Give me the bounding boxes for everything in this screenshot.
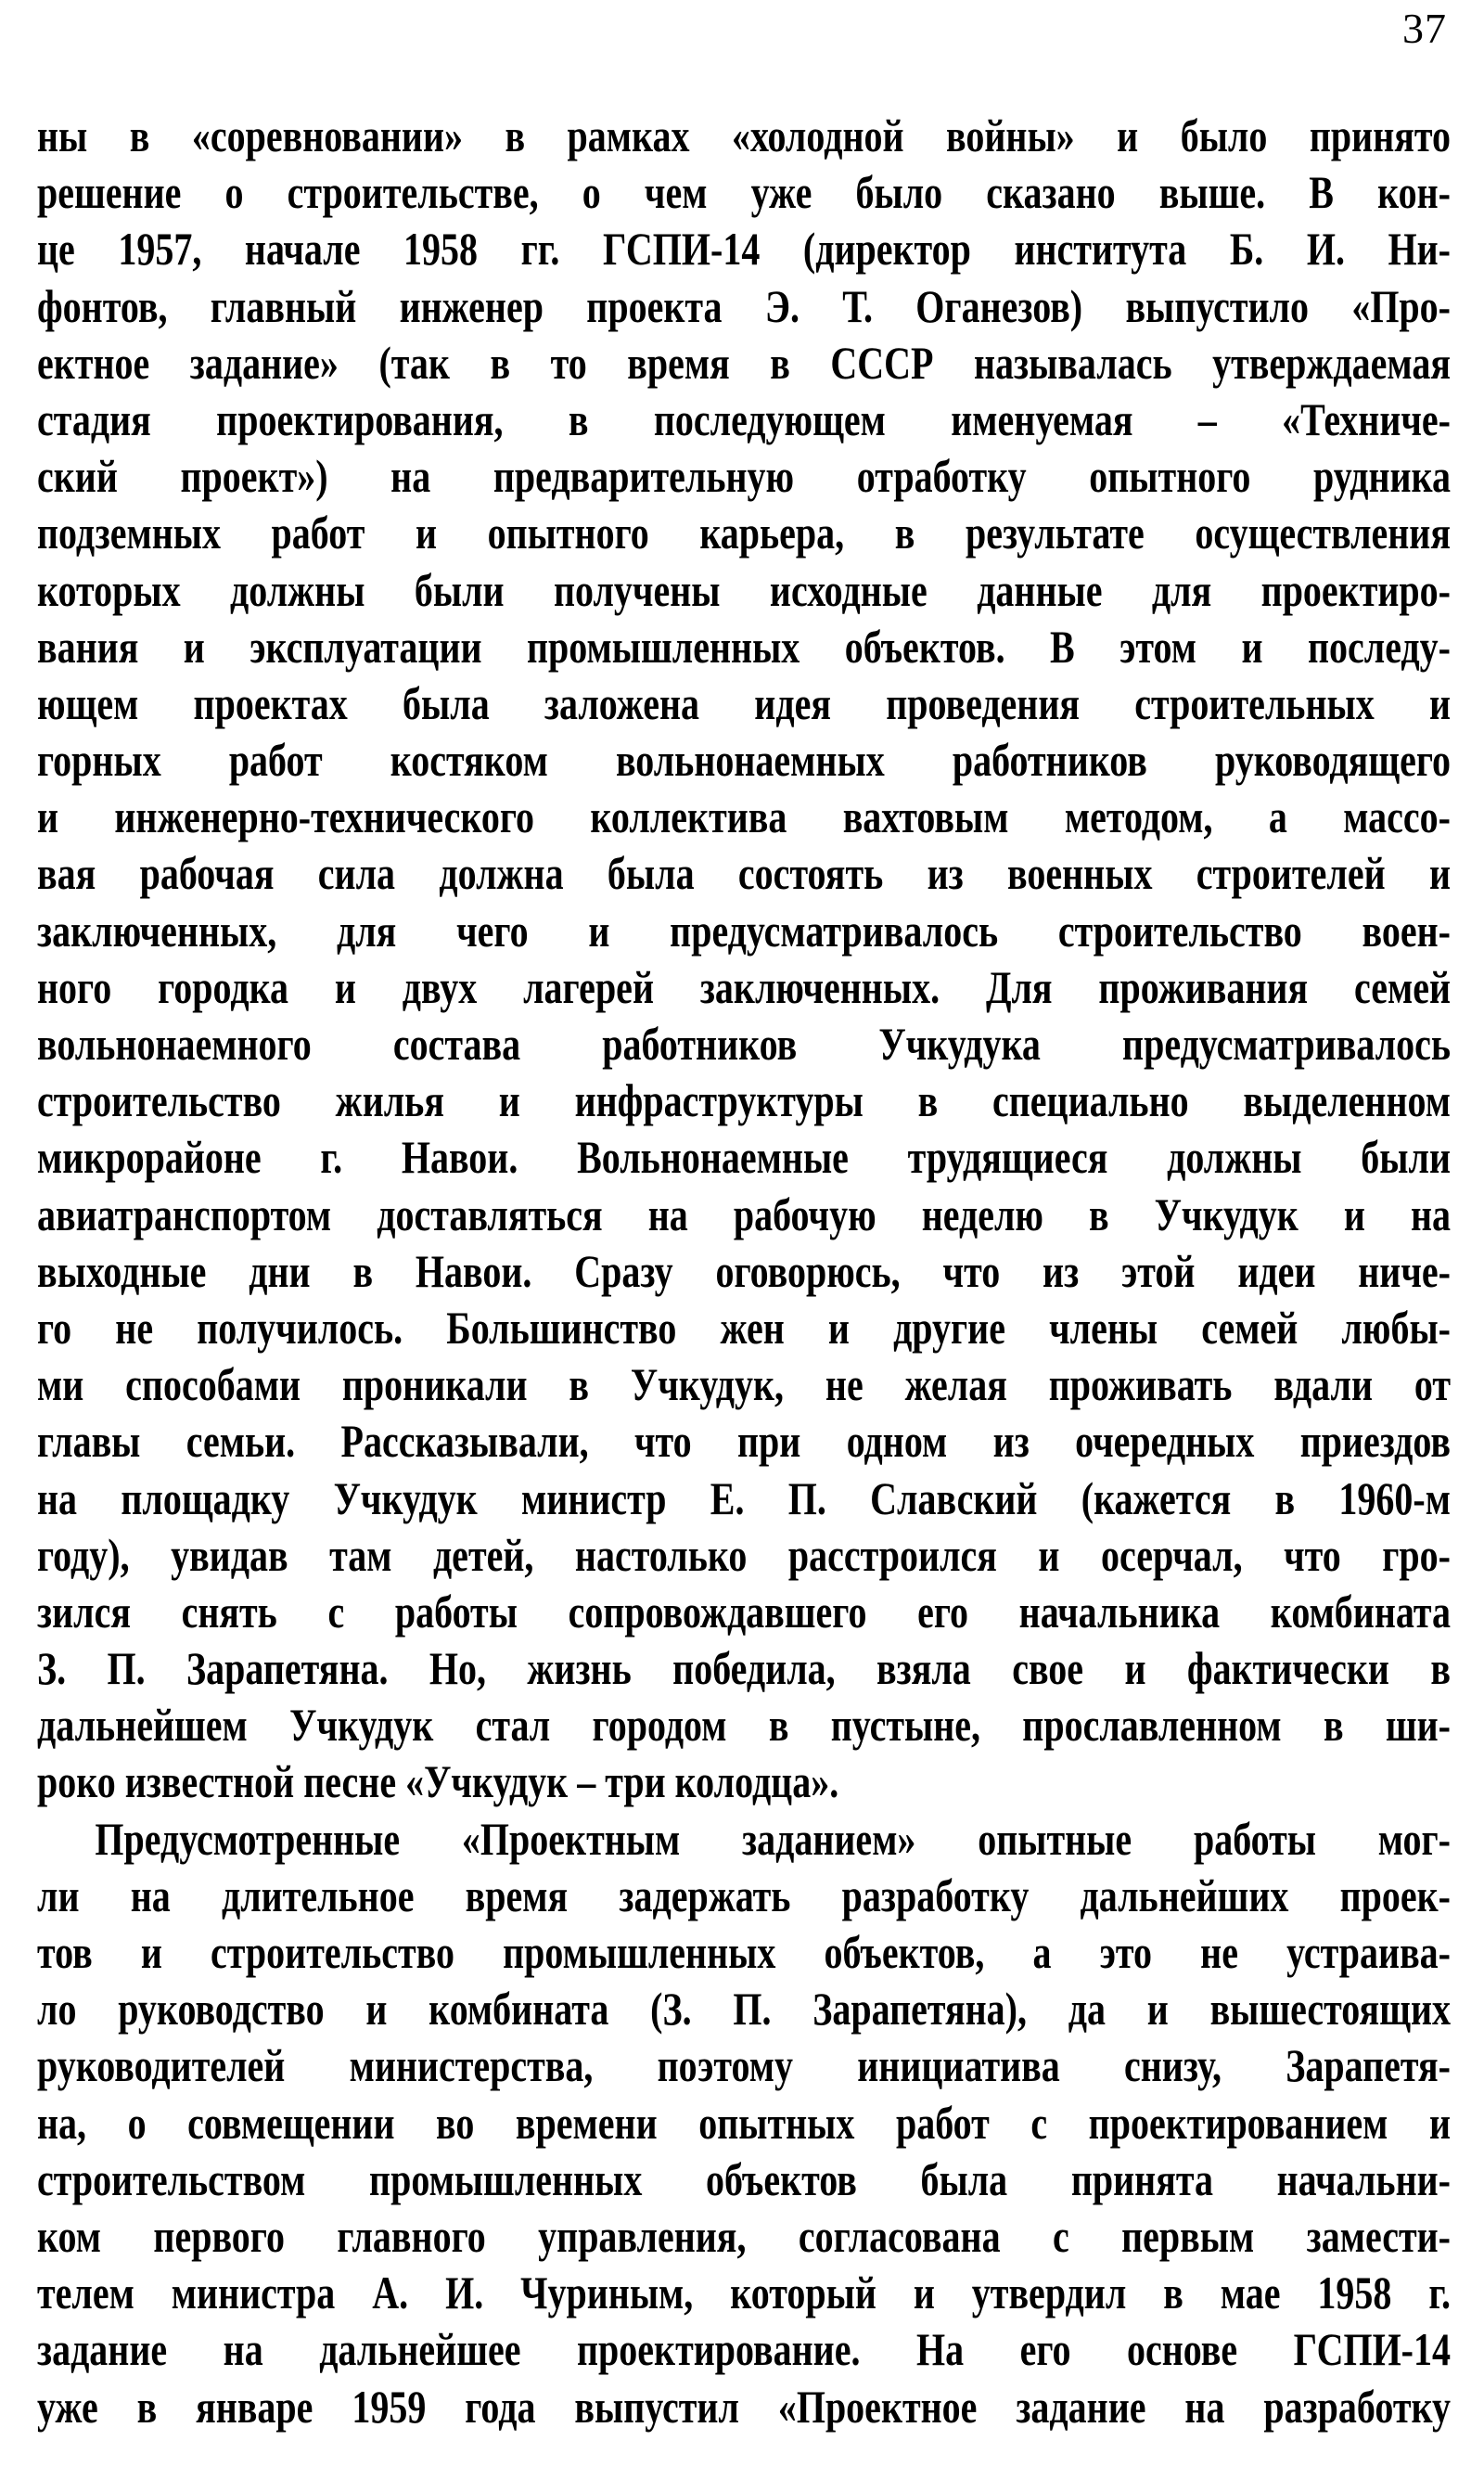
text-line: Предусмотренные «Проектным заданием» опытные работы мог-	[95, 1812, 1451, 1865]
text-line: строительство жилья и инфраструктуры в специально выделенном	[37, 1074, 1451, 1127]
text-line: ны в «соревновании» в рамках «холодной войны» и было принято	[37, 109, 1451, 161]
text-line: телем министра А. И. Чуриным, который и утвердил в мае 1958 г.	[37, 2267, 1451, 2319]
text-line: го не получилось. Большинство жен и другие члены семей любы-	[37, 1301, 1451, 1354]
text-line: ли на длительное время задержать разработку дальнейших проек-	[37, 1869, 1451, 1921]
text-line: тов и строительство промышленных объектов, а это не устраива-	[37, 1926, 1451, 1978]
text-line: вая рабочая сила должна была состоять из военных строителей и	[37, 847, 1451, 900]
body-text	[37, 108, 1451, 2435]
text-line: фонтов, главный инженер проекта Э. Т. Оганезов) выпустило «Про-	[37, 279, 1451, 332]
text-line: горных работ костяком вольнонаемных работников руководящего	[37, 734, 1451, 787]
text-line: ектное задание» (так в то время в СССР называлась утверждаемая	[37, 336, 1451, 389]
text-line: зился снять с работы сопровождавшего его начальника комбината	[37, 1585, 1451, 1638]
text-line: строительством промышленных объектов была принята начальни-	[37, 2152, 1451, 2205]
text-line: ющем проектах была заложена идея проведения строительных и	[37, 676, 1451, 729]
text-line: на площадку Учкудук министр Е. П. Славский (кажется в 1960-м	[37, 1471, 1451, 1524]
text-line: дальнейшем Учкудук стал городом в пустыне, прославленном в ши-	[37, 1699, 1451, 1752]
text-line: авиатранспортом доставляться на рабочую неделю в Учкудук и на	[37, 1188, 1451, 1240]
text-line: подземных работ и опытного карьера, в результате осуществления	[37, 507, 1451, 559]
text-line: З. П. Зарапетяна. Но, жизнь победила, взяла свое и фактически в	[37, 1642, 1451, 1695]
text-line: уже в январе 1959 года выпустил «Проектное задание на разработку	[37, 2380, 1451, 2433]
text-line: стадия проектирования, в последующем именуемая – «Техниче-	[37, 392, 1451, 445]
text-line: вания и эксплуатации промышленных объектов. В этом и последу-	[37, 620, 1451, 673]
text-line: году), увидав там детей, настолько расстроился и осерчал, что гро-	[37, 1528, 1451, 1581]
text-line: задание на дальнейшее проектирование. На его основе ГСПИ-14	[37, 2323, 1451, 2376]
text-line: руководителей министерства, поэтому инициатива снизу, Зарапетя-	[37, 2039, 1451, 2092]
text-line: на, о совмещении во времени опытных работ с проектированием и	[37, 2096, 1451, 2149]
text-line: це 1957, начале 1958 гг. ГСПИ-14 (директор института Б. И. Ни-	[37, 223, 1451, 276]
text-line: микрорайоне г. Навои. Вольнонаемные трудящиеся должны были	[37, 1131, 1451, 1184]
text-line: вольнонаемного состава работников Учкудука предусматривалось	[37, 1018, 1451, 1070]
text-line: ми способами проникали в Учкудук, не желая проживать вдали от	[37, 1358, 1451, 1411]
text-line: ский проект») на предварительную отработку опытного рудника	[37, 450, 1451, 503]
text-line: роко известной песне «Учкудук – три колодца».	[37, 1755, 839, 1808]
text-line: главы семьи. Рассказывали, что при одном из очередных приездов	[37, 1415, 1451, 1468]
text-line: ного городка и двух лагерей заключенных. Для проживания семей	[37, 960, 1451, 1013]
text-line: и инженерно-технического коллектива вахтовым методом, а массо-	[37, 790, 1451, 843]
text-line: ло руководство и комбината (З. П. Зарапетяна), да и вышестоящих	[37, 1983, 1451, 2036]
text-line: выходные дни в Навои. Сразу оговорюсь, что из этой идеи ниче-	[37, 1244, 1451, 1297]
page-number: 37	[1402, 5, 1447, 52]
text-line: которых должны были получены исходные данные для проектиро-	[37, 563, 1451, 616]
text-line: заключенных, для чего и предусматривалось строительство воен-	[37, 904, 1451, 957]
text-line: ком первого главного управления, согласована с первым замести-	[37, 2209, 1451, 2262]
text-line: решение о строительстве, о чем уже было сказано выше. В кон-	[37, 166, 1451, 219]
